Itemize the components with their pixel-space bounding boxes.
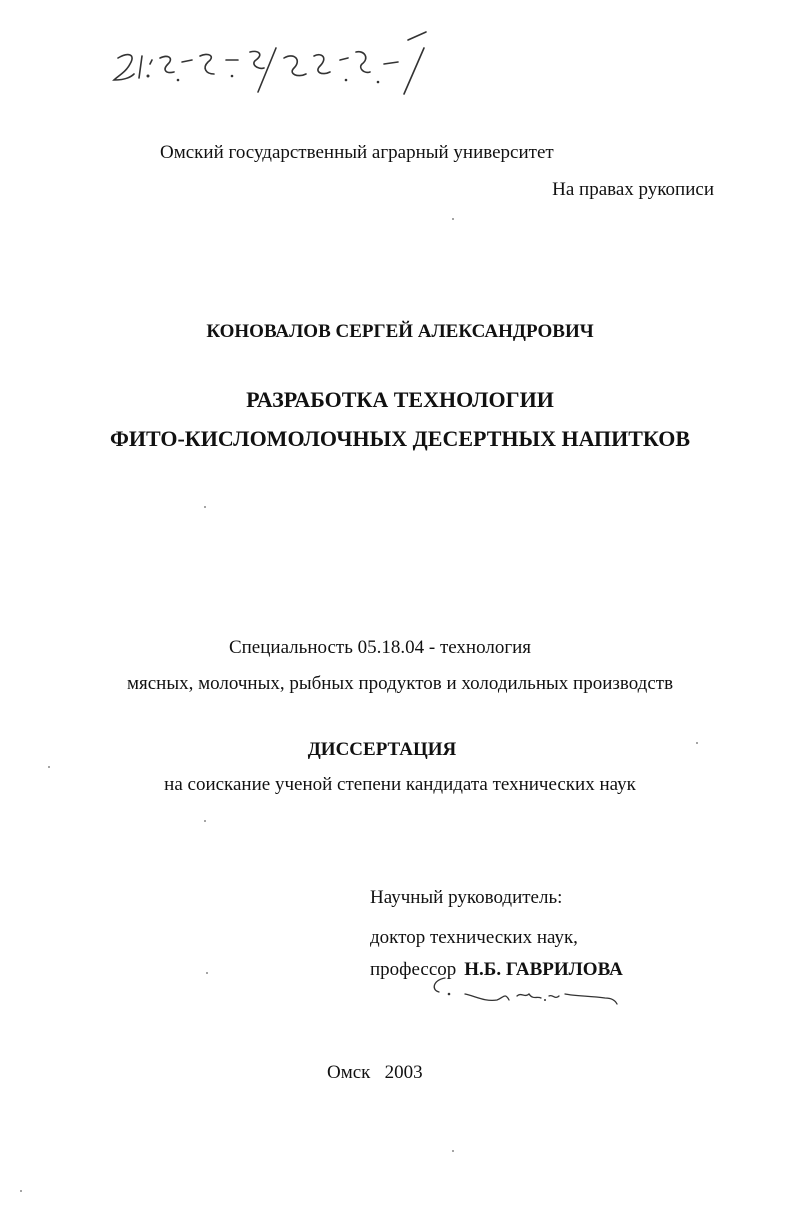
degree-statement: на соискание ученой степени кандидата технических наук [164, 774, 636, 795]
city-year: Омск 2003 [327, 1062, 423, 1083]
dissertation-title-line-2: ФИТО-КИСЛОМОЛОЧНЫХ ДЕСЕРТНЫХ НАПИТКОВ [109, 426, 691, 451]
specialty-line-2: мясных, молочных, рыбных продуктов и холодильных производств [126, 673, 674, 694]
dissertation-title-line-1: РАЗРАБОТКА ТЕХНОЛОГИИ [246, 387, 554, 412]
supervisor-rank: профессор [370, 959, 457, 980]
scan-speck [696, 742, 698, 744]
scan-speck [48, 766, 50, 768]
supervisor-name: Н.Б. ГАВРИЛОВА [464, 959, 623, 980]
university-name: Омский государственный аграрный университет [160, 142, 554, 163]
document-type: ДИССЕРТАЦИЯ [307, 739, 457, 760]
handwritten-catalog-number [108, 30, 468, 120]
scan-speck [452, 218, 454, 220]
scan-speck [206, 972, 208, 974]
scan-speck [452, 1150, 454, 1152]
supervisor-signature [425, 974, 625, 1014]
supervisor-heading: Научный руководитель: [370, 887, 563, 908]
manuscript-rights: На правах рукописи [552, 179, 714, 200]
scan-speck [204, 820, 206, 822]
supervisor-degree: доктор технических наук, [370, 927, 578, 948]
scan-speck [204, 506, 206, 508]
scan-speck [20, 1190, 22, 1192]
author-name: КОНОВАЛОВ СЕРГЕЙ АЛЕКСАНДРОВИЧ [206, 321, 594, 342]
specialty-line-1: Специальность 05.18.04 - технология [228, 637, 532, 658]
